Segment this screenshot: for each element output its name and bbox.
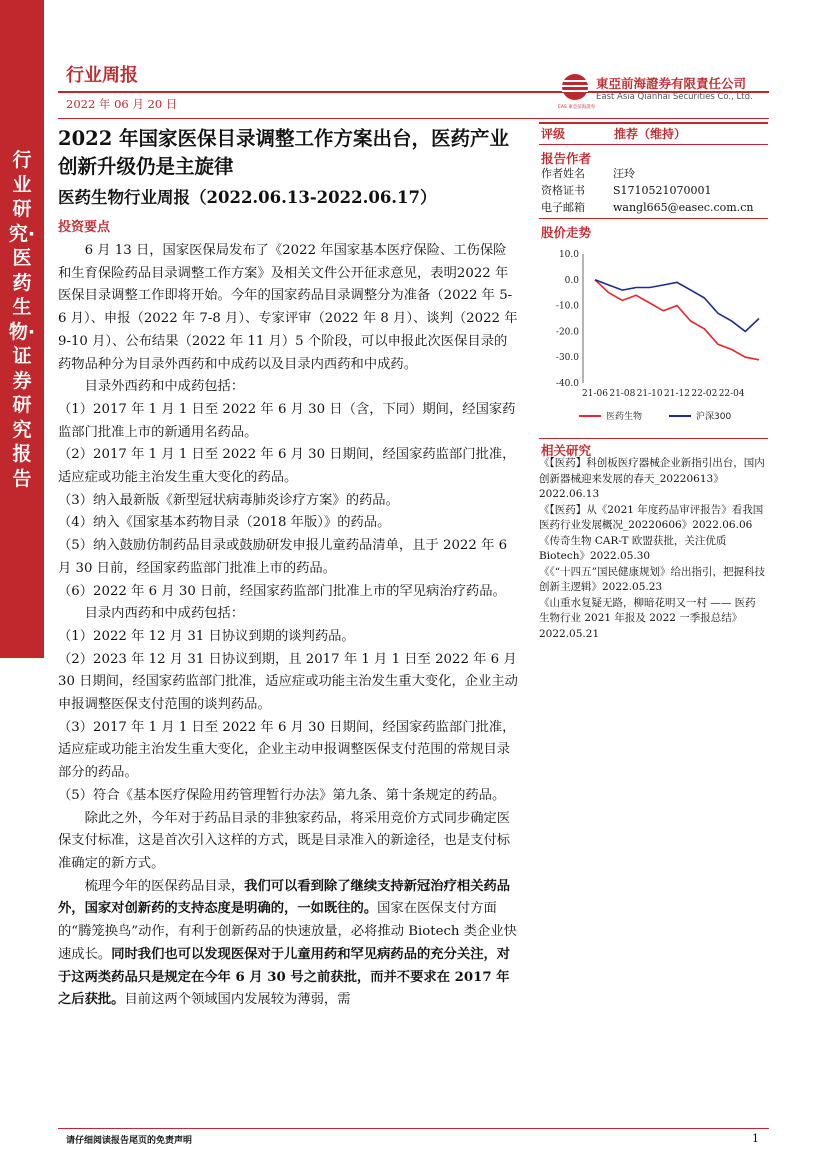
related-rule [539, 438, 768, 439]
paragraph: （3）2017 年 1 月 1 日至 2022 年 6 月 30 日期间，经国家药监部门批准，适应症或功能主治发生重大变化，企业主动申报调整医保支付范围的常规目录部分的药品。 [58, 719, 516, 781]
text-run: 目前这两个领域国内发展较为薄弱，需 [124, 992, 351, 1008]
related-item[interactable]: 《传奇生物 CAR-T 欧盟获批，关注优质 Biotech》2022.05.30 [539, 534, 727, 562]
paragraph: （5）纳入鼓励仿制药品目录或鼓励研发申报儿童药品清单，且于 2022 年 6 月 30 日前，经国家药监部门批准上市的药品。 [58, 538, 508, 576]
rating-value: 推荐（维持） [614, 127, 687, 141]
rating-label: 评级 [541, 127, 566, 141]
y-tick-label: 10.0 [558, 250, 579, 260]
logo-name-en: East Asia Qianhai Securities Co., Ltd. [596, 92, 753, 102]
paragraph: （2）2023 年 12 月 31 日协议到期，且 2017 年 1 月 1 日至 2022 年 6 月 30 日期间，经国家药监部门批准，适应症或功能主治发生重大变化，企业主动申报调整医保支付范围的谈判药品。 [58, 651, 518, 713]
bold-run: 我们可以看到除了继续支持新冠治疗相关药品外，国家对创新药的支持态度是明确的，一如既往的。 [58, 878, 511, 917]
logo-small-text: EAS 東亞前海證券 [558, 105, 596, 110]
y-tick-label: -40.0 [555, 379, 579, 389]
author-row [541, 182, 771, 199]
x-tick-label: 22-04 [718, 389, 745, 399]
related-item[interactable]: 《山重水复疑无路，柳暗花明又一村 —— 医药生物行业 2021 年报及 2022 一季报总结》2022.05.21 [539, 596, 756, 640]
text-run: 梳理今年的医保药品目录， [84, 878, 245, 894]
x-tick-label: 21-08 [609, 389, 636, 399]
paragraph: （2）2017 年 1 月 1 日至 2022 年 6 月 30 日期间，经国家药监部门批准，适应症或功能主治发生重大变化的药品。 [58, 447, 516, 486]
rating-row [539, 125, 769, 143]
paragraph: （4）纳入《国家基本药物目录（2018 年版）》的药品。 [58, 515, 391, 531]
rating-rule [539, 144, 768, 145]
related-item[interactable]: 《《“十四五”国民健康规划》给出指引，把握科技创新主逻辑》2022.05.23 [539, 565, 765, 593]
paragraph: （1）2017 年 1 月 1 日至 2022 年 6 月 30 日（含，下同）期间，经国家药监部门批准上市的新通用名药品。 [58, 401, 516, 440]
author-value: S1710521070001 [613, 184, 712, 197]
x-tick-label: 21-06 [582, 389, 608, 399]
author-info [541, 165, 771, 216]
rating-top-rule [539, 122, 768, 124]
author-row [541, 165, 771, 182]
disclaimer-note: 请仔细阅读报告尾页的免责声明 [66, 1136, 193, 1146]
y-tick-label: -20.0 [555, 327, 579, 338]
report-body [58, 240, 518, 1012]
logo-icon [558, 72, 592, 102]
y-tick-label: 0.0 [564, 275, 579, 286]
section-heading: 投资要点 [58, 220, 111, 235]
price-trend-chart [539, 244, 768, 429]
author-heading: 报告作者 [541, 151, 592, 166]
paragraph: （3）纳入最新版《新型冠状病毒肺炎诊疗方案》的药品。 [58, 492, 399, 508]
author-key: 资格证书 [541, 184, 585, 197]
legend-label: 沪深300 [696, 412, 732, 422]
paragraph [58, 876, 518, 1012]
related-item[interactable]: 《【医药】从《2021 年度药品审评报告》看我国医药行业发展概况_20220606》2022.06.06 [539, 503, 764, 531]
paragraph: （5）符合《基本医疗保险用药管理暂行办法》第九条、第十条规定的药品。 [58, 787, 506, 803]
company-logo [558, 72, 768, 112]
author-value: 汪玲 [613, 167, 635, 180]
x-tick-label: 22-02 [691, 389, 718, 399]
report-subtitle: 医药生物行业周报（2022.06.13-2022.06.17） [58, 188, 437, 207]
sidebar-text: 行业研究·医药生物·证券研究报告 [8, 149, 36, 490]
paragraph: 目录外西药和中成药包括： [84, 379, 245, 395]
x-tick-label: 21-10 [636, 389, 663, 399]
y-tick-label: -30.0 [555, 353, 579, 364]
bold-run: 同时我们也可以发现医保对于儿童用药和罕见病药品的充分关注，对于这两类药品只是规定在今年 6 月 30 号之前获批，而并不要求在 2017 年之后获批。 [58, 946, 511, 1008]
author-rule [539, 218, 768, 219]
author-key: 作者姓名 [541, 167, 585, 180]
author-value: wangl665@easec.com.cn [613, 201, 754, 214]
author-key: 电子邮箱 [541, 201, 585, 214]
section-tag: 行业周报 [66, 65, 138, 86]
logo-name-cn: 東亞前海證券有限責任公司 [596, 76, 747, 91]
paragraph: 除此之外，今年对于药品目录的非独家药品，将采用竞价方式同步确定医保支付标准，这是首次引入这样的方式，既是目录准入的新途径，也是支付标准确定的新方式。 [58, 810, 511, 871]
text-run: 国家在医保支付方面的“腾笼换鸟”动作，有利于创新药品的快速放量，必将推动 Biotech 类企业快速成长。 [58, 901, 517, 962]
author-row [541, 199, 771, 216]
report-date: 2022 年 06 月 20 日 [66, 97, 178, 111]
x-tick-label: 21-12 [664, 389, 690, 399]
legend-label: 医药生物 [606, 412, 643, 422]
paragraph: （1）2022 年 12 月 31 日协议到期的谈判药品。 [58, 628, 355, 644]
paragraph: 目录内西药和中成药包括： [84, 606, 245, 622]
y-tick-label: -10.0 [555, 301, 579, 312]
sidebar-band [0, 0, 44, 658]
header-rule-2 [58, 118, 769, 119]
related-item[interactable]: 《【医药】科创板医疗器械企业新指引出台，国内创新器械迎来发展的春天_20220613》2022.06.13 [539, 457, 765, 500]
footer-rule [58, 1128, 769, 1129]
paragraph: 6 月 13 日，国家医保局发布了《2022 年国家基本医疗保险、工伤保险和生育保险药品目录调整工作方案》及相关文件公开征求意见，表明2022 年医保目录调整工作即将开始。今年的国家药品目录调整分为准备（2022 年 5-6 月）、申报（2022 年 7-8 月）、专家评审（2022 年 8 月）、谈判（2022 年 9-10 月）、公布结果（2022 年 11 月）5 个阶段，可以申报此次医保目录的药物品种分为目录外西药和中成药以及目录内西药和中成药。 [58, 243, 518, 372]
trend-heading: 股价走势 [541, 225, 592, 240]
series-line [595, 280, 759, 360]
paragraph: （6）2022 年 6 月 30 日前，经国家药监部门批准上市的罕见病治疗药品。 [58, 583, 506, 599]
related-list [539, 456, 765, 642]
report-title: 2022 年国家医保目录调整工作方案出台，医药产业创新升级仍是主旋律 [58, 127, 510, 178]
page-number: 1 [752, 1132, 759, 1145]
related-heading: 相关研究 [541, 443, 592, 458]
